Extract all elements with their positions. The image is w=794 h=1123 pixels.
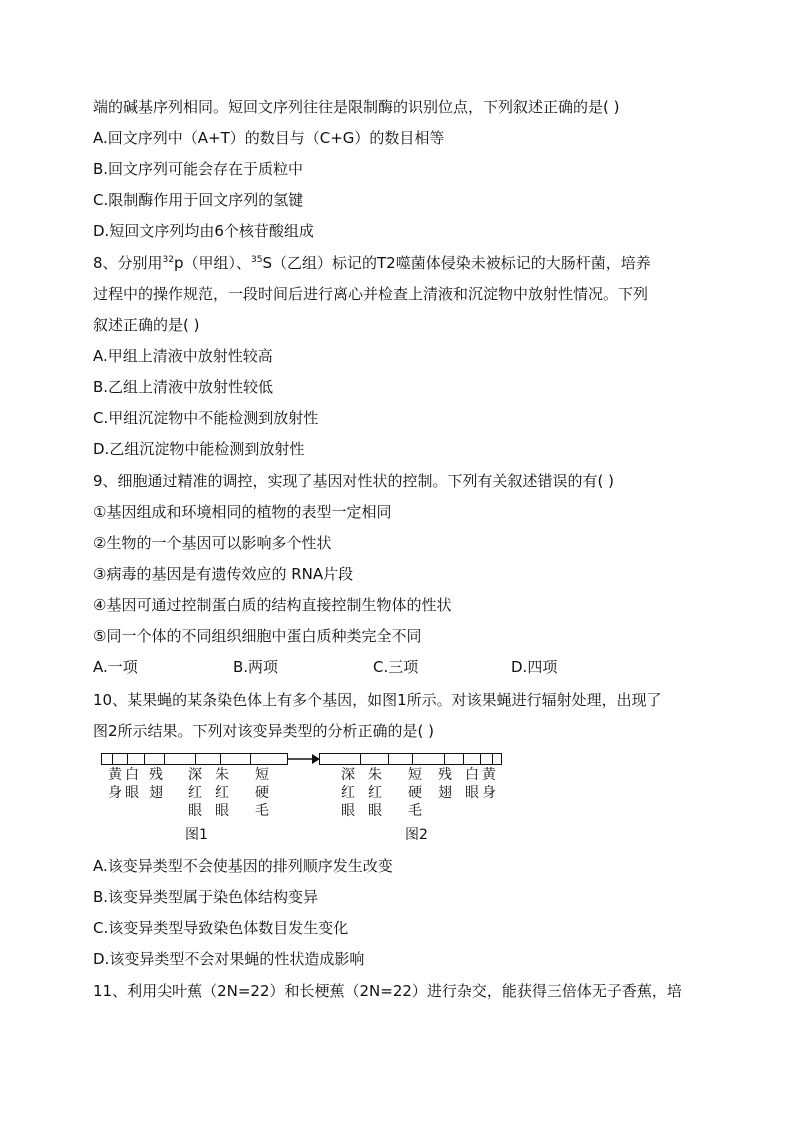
bar-divider [144,754,145,764]
bar-divider [360,754,361,764]
bar-divider [492,754,493,764]
figure-1-caption: 图1 [185,827,208,843]
gene-label-deep-red-eye: 深 红 眼 [341,767,355,819]
gene-label-vestigial-wing: 残 翅 [149,767,163,801]
q8-stem-line2: 过程中的操作规范，一段时间后进行离心并检查上清液和沉淀物中放射性情况。下列 [93,285,649,303]
q10-option-c: C.该变异类型导致染色体数目发生变化 [93,919,349,937]
q10-option-b: B.该变异类型属于染色体结构变异 [93,888,319,906]
q10-option-a: A.该变异类型不会使基因的排列顺序发生改变 [93,857,393,875]
arrow-icon [288,752,322,766]
q7-option-d: D.短回文序列均由6个核苷酸组成 [93,222,314,240]
gene-label-white-eye: 白 眼 [125,767,139,801]
q11-stem: 11、利用尖叶蕉（2N=22）和长梗蕉（2N=22）进行杂交，能获得三倍体无子香蕉，培 [93,982,682,1000]
q9-option-a: A.一项 [93,658,138,676]
chromosome-bar-fig1 [101,753,288,765]
q8-mid: p（甲组）、 [174,254,252,272]
gene-label-yellow-body: 黄 身 [108,767,122,801]
q10-stem-line2: 图2所示结果。下列对该变异类型的分析正确的是( ) [93,722,435,740]
bar-divider [164,754,165,764]
q7-option-b: B.回文序列可能会存在于质粒中 [93,160,304,178]
q9-stem: 9、细胞通过精准的调控，实现了基因对性状的控制。下列有关叙述错误的有( ) [93,472,615,490]
q8-superscript-35: 35 [251,255,263,265]
q9-option-b: B.两项 [233,658,279,676]
q9-option-d: D.四项 [511,658,558,676]
bar-divider [127,754,128,764]
gene-label-short-bristle: 短 硬 毛 [408,767,422,819]
gene-label-white-eye: 白 眼 [465,767,479,801]
gene-label-vestigial-wing: 残 翅 [438,767,452,801]
bar-divider [444,754,445,764]
bar-divider [463,754,464,764]
q7-option-a: A.回文序列中（A+T）的数目与（C+G）的数目相等 [93,129,445,147]
q9-statement-1: ①基因组成和环境相同的植物的表型一定相同 [93,503,392,521]
q7-option-c: C.限制酶作用于回文序列的氢键 [93,191,304,209]
bar-divider [480,754,481,764]
gene-label-yellow-body: 黄 身 [482,767,496,801]
chromosome-bar-fig2 [319,753,502,765]
q9-statement-3: ③病毒的基因是有遗传效应的 RNA片段 [93,565,354,583]
q8-option-b: B.乙组上清液中放射性较低 [93,378,274,396]
gene-label-deep-red-eye: 深 红 眼 [188,767,202,819]
gene-label-vermilion-eye: 朱 红 眼 [368,767,382,819]
bar-divider [195,754,196,764]
gene-label-short-bristle: 短 硬 毛 [255,767,269,819]
q9-statement-5: ⑤同一个体的不同组织细胞中蛋白质种类完全不同 [93,627,422,645]
bar-divider [250,754,251,764]
figure-2-caption: 图2 [405,827,428,843]
bar-divider [388,754,389,764]
q8-rest: S（乙组）标记的T2噬菌体侵染未被标记的大肠杆菌，培养 [262,254,651,272]
bar-divider [220,754,221,764]
gene-label-vermilion-eye: 朱 红 眼 [215,767,229,819]
q8-option-d: D.乙组沉淀物中能检测到放射性 [93,440,305,458]
q7-stem-tail: 端的碱基序列相同。短回文序列往往是限制酶的识别位点，下列叙述正确的是( ) [93,98,620,116]
q9-statement-2: ②生物的一个基因可以影响多个性状 [93,534,332,552]
bar-divider [412,754,413,764]
q8-stem-line3: 叙述正确的是( ) [93,316,200,334]
q9-statement-4: ④基因可通过控制蛋白质的结构直接控制生物体的性状 [93,596,452,614]
q8-option-c: C.甲组沉淀物中不能检测到放射性 [93,409,319,427]
q8-superscript-32: 32 [162,255,174,265]
q10-option-d: D.该变异类型不会对果蝇的性状造成影响 [93,950,365,968]
q10-stem-line1: 10、某果蝇的某条染色体上有多个基因，如图1所示。对该果蝇进行辐射处理，出现了 [93,691,662,709]
q8-stem-line1 [93,253,651,273]
q9-option-c: C.三项 [373,658,419,676]
bar-divider [112,754,113,764]
q8-prefix: 8、分别用 [93,254,163,272]
q8-option-a: A.甲组上清液中放射性较高 [93,347,273,365]
